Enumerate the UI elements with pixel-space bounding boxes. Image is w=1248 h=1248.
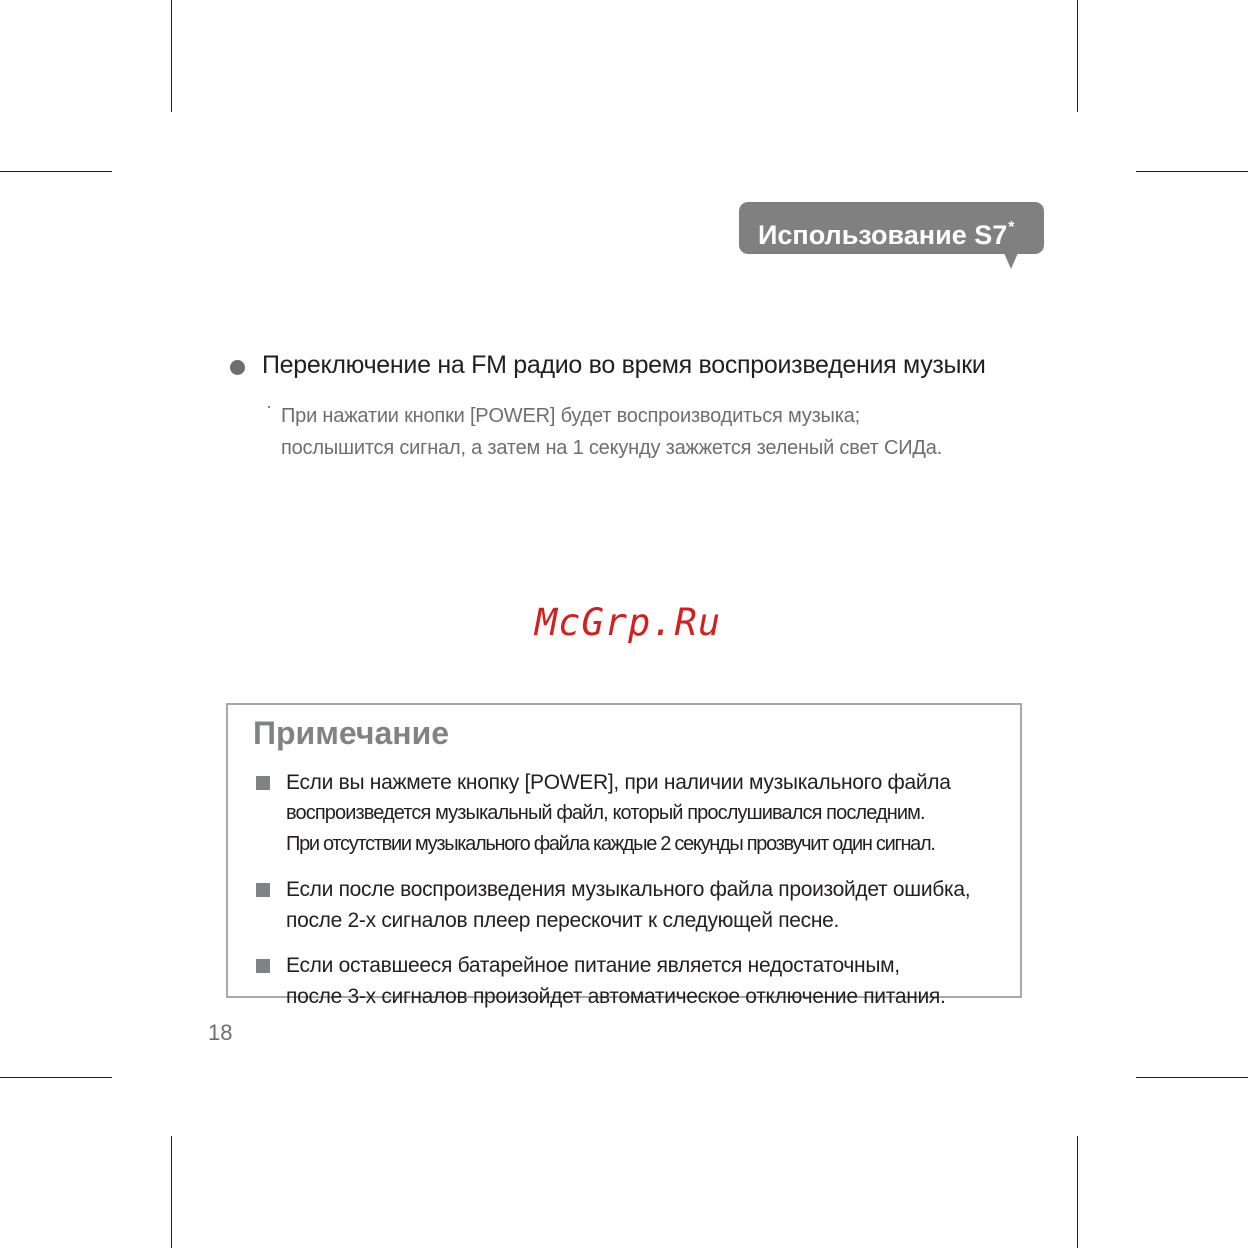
note-item <box>256 767 1016 860</box>
square-bullet-icon <box>256 883 270 897</box>
note-line: Если после воспроизведения музыкального файла произойдет ошибка, <box>286 878 971 901</box>
square-bullet-icon <box>256 776 270 790</box>
section-description <box>281 400 1061 464</box>
square-bullet-icon <box>256 959 270 973</box>
note-item <box>256 874 1016 936</box>
note-list <box>256 767 1016 1026</box>
note-line: Если оставшееся батарейное питание является недостаточным, <box>286 954 900 977</box>
note-line: после 3-х сигналов произойдет автоматическое отключение питания. <box>286 985 946 1008</box>
note-title: Примечание <box>253 715 450 751</box>
watermark-text: McGrp.Ru <box>534 601 722 644</box>
note-line: При отсутствии музыкального файла каждые 2 секунды прозвучит один сигнал. <box>286 833 935 855</box>
section-heading: Переключение на FM радио во время воспроизведения музыки <box>262 351 986 379</box>
page-number: 18 <box>208 1020 233 1045</box>
note-box <box>226 703 1022 1008</box>
description-line: При нажатии кнопки [POWER] будет воспроизводиться музыка; <box>281 405 860 427</box>
note-line: Если вы нажмете кнопку [POWER], при наличии музыкального файла <box>286 771 951 794</box>
round-bullet-icon <box>230 360 245 375</box>
description-marker: · <box>266 396 272 416</box>
section-badge-text: Использование S7 <box>758 220 1008 250</box>
note-line: воспроизведется музыкальный файл, который прослушивался последним. <box>286 802 925 824</box>
crop-mark <box>0 1077 112 1078</box>
description-line: послышится сигнал, а затем на 1 секунду зажжется зеленый свет СИДа. <box>281 437 943 459</box>
crop-mark <box>171 1136 172 1248</box>
watermark <box>0 601 1248 644</box>
crop-mark <box>171 0 172 112</box>
crop-mark <box>1136 171 1248 172</box>
note-line: после 2-х сигналов плеер перескочит к следующей песне. <box>286 909 840 932</box>
badge-tail <box>1004 253 1018 269</box>
section-badge <box>739 202 1044 254</box>
section-badge-mark: * <box>1008 219 1015 236</box>
crop-mark <box>1136 1077 1248 1078</box>
crop-mark <box>0 171 112 172</box>
crop-mark <box>1077 0 1078 112</box>
crop-mark <box>1077 1136 1078 1248</box>
note-item <box>256 950 1016 1012</box>
